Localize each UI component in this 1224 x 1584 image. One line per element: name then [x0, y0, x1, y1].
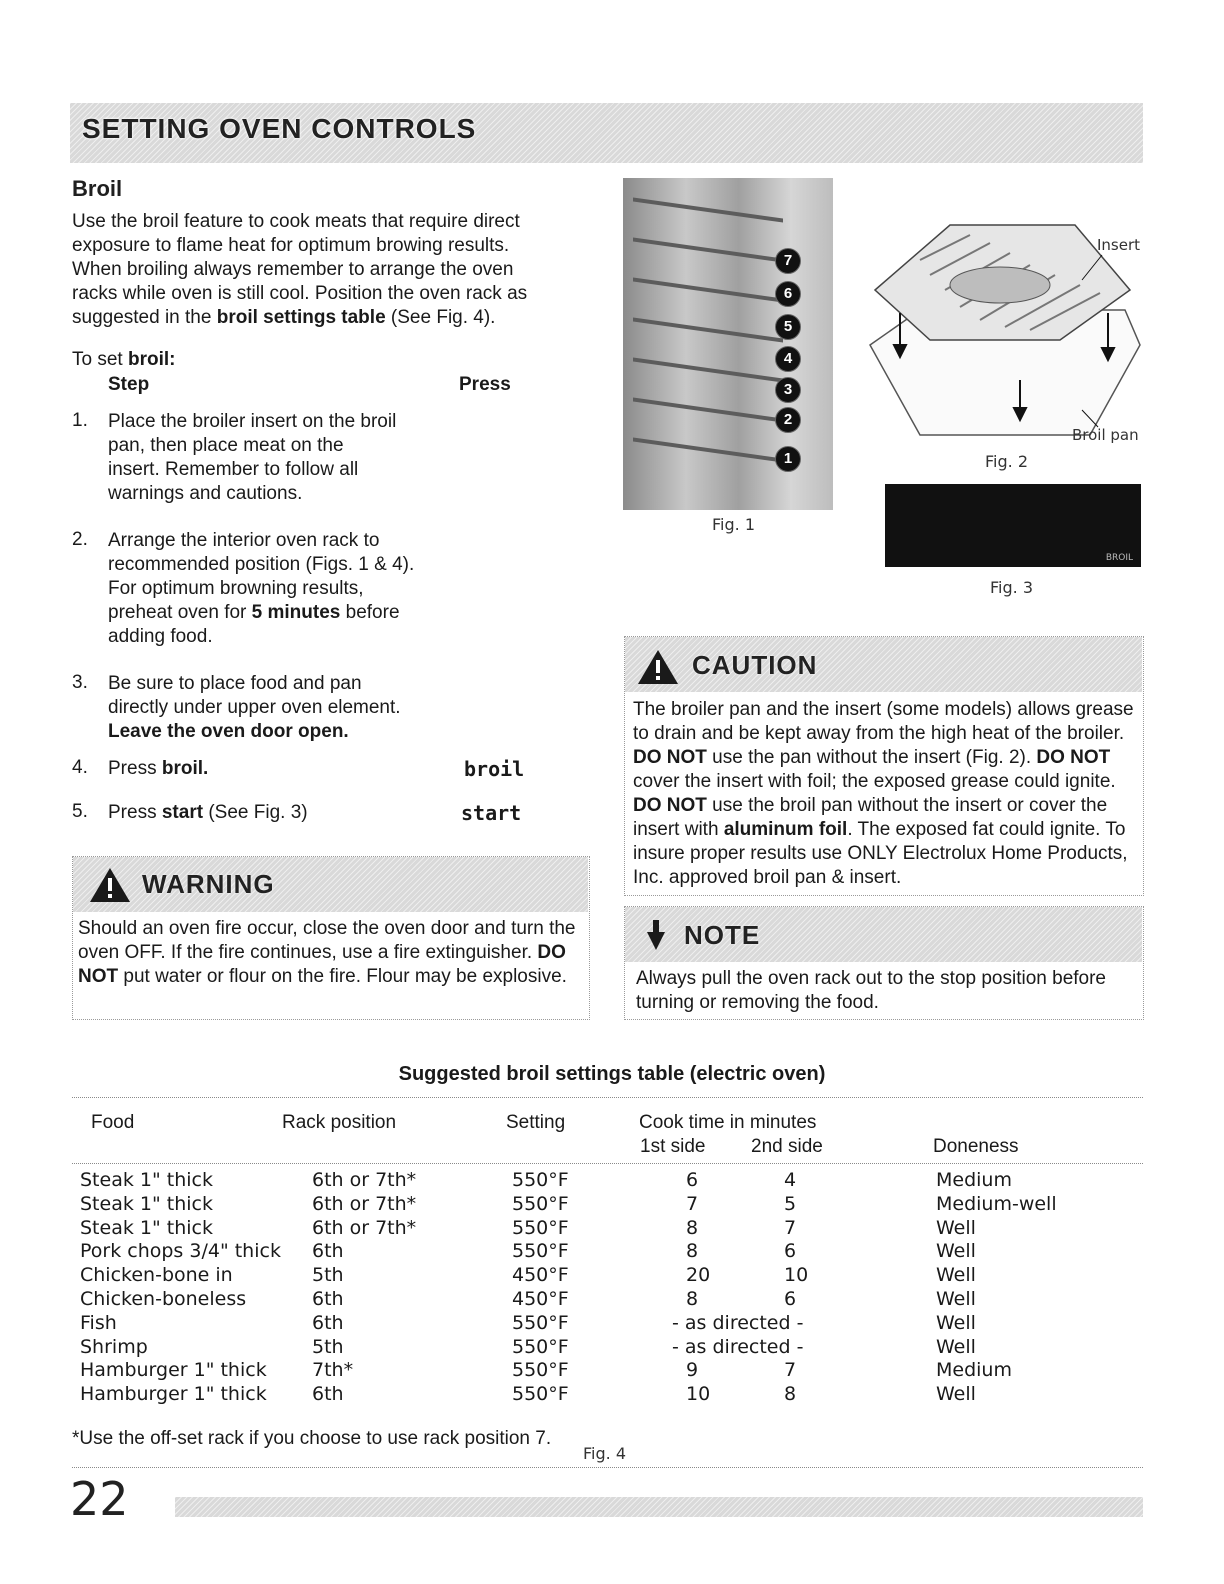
- caution-aluminum-foil: aluminum foil: [723, 819, 848, 840]
- step-text-part: Press: [108, 802, 162, 823]
- cell-doneness: Well: [936, 1264, 976, 1287]
- press-broil-value: broil: [464, 757, 525, 781]
- step-text: [108, 529, 430, 649]
- cell-food: Hamburger 1" thick: [80, 1383, 267, 1406]
- step-text: Place the broiler insert on the broil pan, then place meat on the insert. Remember to follow all warnings and cautions.: [108, 411, 397, 504]
- cell-rack: 6th or 7th*: [312, 1192, 417, 1215]
- note-heading: NOTE: [684, 920, 761, 950]
- warning-icon: [88, 866, 132, 904]
- press-column-header: Press: [459, 374, 511, 395]
- cell-doneness: Medium: [936, 1169, 1012, 1191]
- step-text: [108, 672, 418, 744]
- col-header-1st-side: 1st side: [640, 1136, 706, 1157]
- step-text-part: Press: [108, 758, 162, 779]
- press-start-value: start: [461, 801, 522, 825]
- caution-heading: CAUTION: [692, 650, 818, 680]
- cell-side1: 6: [686, 1169, 699, 1191]
- table-title: Suggested broil settings table (electric oven): [398, 1063, 826, 1085]
- cell-food: Fish: [80, 1311, 117, 1334]
- cell-rack: 6th or 7th*: [312, 1216, 417, 1239]
- footer-bar: [175, 1497, 1143, 1517]
- step-text-part: before adding food.: [108, 602, 400, 647]
- rack-rail: [633, 237, 783, 262]
- step-text-part: Be sure to place food and pan directly under upper oven element.: [108, 673, 401, 718]
- table-row: [0, 1168, 1224, 1192]
- cell-doneness: Well: [936, 1240, 976, 1263]
- rack-rail: [633, 197, 783, 222]
- table-row: [0, 1311, 1224, 1335]
- intro-bold: broil settings table: [216, 307, 386, 328]
- cell-side1: 9: [686, 1359, 699, 1382]
- cell-doneness: Medium: [936, 1359, 1012, 1382]
- warning-text: [78, 917, 583, 989]
- col-header-rack: Rack position: [282, 1112, 397, 1133]
- fig-3-label: Fig. 3: [990, 578, 1033, 597]
- step-number: 3.: [72, 672, 88, 693]
- cell-rack: 5th: [312, 1264, 344, 1287]
- caution-text-part: use the pan without the insert (Fig. 2).: [706, 747, 1037, 768]
- cell-side2: 7: [784, 1216, 797, 1239]
- broil-panel-label: BROIL: [1105, 553, 1133, 563]
- rack-rail: [633, 357, 783, 382]
- table-row: [0, 1192, 1224, 1216]
- caution-icon: [636, 648, 680, 686]
- caution-text: [633, 698, 1136, 890]
- col-header-cook-time: Cook time in minutes: [639, 1112, 817, 1133]
- cell-side1: 7: [686, 1192, 699, 1215]
- cell-side2: 6: [784, 1240, 797, 1263]
- cell-setting: 450°F: [512, 1288, 569, 1310]
- rack-position-5-badge: 5: [775, 314, 801, 340]
- cell-doneness: Well: [936, 1216, 976, 1239]
- table-row: [0, 1239, 1224, 1263]
- fig-1-label: Fig. 1: [712, 515, 755, 534]
- cell-food: Steak 1" thick: [80, 1216, 213, 1239]
- cell-setting: 550°F: [512, 1216, 569, 1239]
- cell-food: Chicken-bone in: [80, 1264, 233, 1287]
- page-title: SETTING OVEN CONTROLS: [82, 113, 477, 144]
- page-number: 22: [70, 1472, 129, 1526]
- caution-text-part: The broiler pan and the insert (some models) allows grease to drain and be kept away from the high heat of the broiler.: [633, 699, 1134, 744]
- step-text-bold: broil.: [161, 758, 209, 779]
- cell-side1: 10: [686, 1383, 711, 1406]
- cell-setting: 550°F: [512, 1383, 569, 1406]
- to-set-broil: [72, 349, 175, 371]
- cell-side2: 7: [784, 1359, 797, 1382]
- cell-setting: 450°F: [512, 1264, 569, 1287]
- cell-rack: 6th: [312, 1288, 344, 1310]
- col-header-setting: Setting: [506, 1112, 566, 1133]
- to-set-prefix: To set: [72, 349, 128, 370]
- warning-text-part: Should an oven fire occur, close the oven door and turn the oven OFF. If the fire continues, use a fire extinguisher.: [78, 918, 576, 963]
- warning-text-part: put water or flour on the fire. Flour may be explosive.: [118, 966, 567, 987]
- table-footnote: *Use the off-set rack if you choose to use rack position 7.: [72, 1428, 552, 1449]
- col-header-2nd-side: 2nd side: [751, 1136, 823, 1157]
- cell-rack: 5th: [312, 1335, 344, 1358]
- caution-text-part: . The exposed fat could ignite. To insure proper results use ONLY Electrolux Home Products, Inc. approved broil pan & insert.: [633, 819, 1128, 888]
- table-body: [0, 1168, 1224, 1408]
- cell-doneness: Well: [936, 1311, 976, 1334]
- cell-side2: 10: [784, 1264, 809, 1287]
- to-set-bold: broil:: [127, 349, 176, 370]
- cell-side1: 8: [686, 1240, 699, 1263]
- step-column-header: Step: [108, 374, 150, 395]
- step-number: 4.: [72, 757, 88, 778]
- step-number: 5.: [72, 801, 88, 822]
- broil-intro: [72, 210, 562, 330]
- cell-rack: 6th: [312, 1311, 344, 1334]
- step-text: [108, 801, 438, 825]
- table-row: [0, 1358, 1224, 1382]
- cell-rack: 6th: [312, 1383, 344, 1406]
- cell-setting: 550°F: [512, 1192, 569, 1215]
- cell-side1: 20: [686, 1264, 711, 1287]
- rack-rail: [633, 437, 783, 462]
- cell-doneness: Well: [936, 1335, 976, 1358]
- broil-pan-label: Broil pan: [1072, 426, 1139, 444]
- cell-side2: 6: [784, 1288, 797, 1310]
- rack-position-4-badge: 4: [775, 346, 801, 372]
- warning-do-not: DO NOT: [78, 942, 566, 987]
- table-row: [0, 1382, 1224, 1406]
- warning-heading: WARNING: [142, 869, 275, 899]
- note-text: Always pull the oven rack out to the stop position before turning or removing the food.: [636, 968, 1106, 1013]
- cell-food: Steak 1" thick: [80, 1169, 213, 1191]
- caution-do-not: DO NOT: [633, 747, 707, 768]
- rack-position-1-badge: 1: [775, 446, 801, 472]
- cell-side1: 8: [686, 1216, 699, 1239]
- fig-4-label: Fig. 4: [583, 1444, 626, 1463]
- rack-position-2-badge: 2: [775, 407, 801, 433]
- step-text: [108, 757, 438, 781]
- cell-doneness: Well: [936, 1288, 976, 1310]
- table-row: [0, 1287, 1224, 1311]
- insert-label: Insert: [1097, 236, 1141, 254]
- cell-setting: 550°F: [512, 1335, 569, 1358]
- broil-control-panel: [885, 484, 1141, 567]
- cell-setting: 550°F: [512, 1311, 569, 1334]
- intro-tail: (See Fig. 4).: [385, 307, 496, 328]
- footer-rule: [72, 1467, 1143, 1468]
- cell-food: Pork chops 3/4" thick: [80, 1240, 281, 1263]
- rack-rail: [633, 317, 783, 342]
- step-text-part: (See Fig. 3): [203, 802, 308, 823]
- rack-rail: [633, 277, 783, 302]
- table-row: [0, 1263, 1224, 1287]
- caution-do-not: DO NOT: [633, 795, 707, 816]
- caution-text-part: use the broil pan without the insert or cover the insert with: [633, 795, 1108, 840]
- caution-do-not: DO NOT: [1036, 747, 1111, 768]
- oven-rack-photo: [623, 178, 833, 510]
- rack-position-3-badge: 3: [775, 377, 801, 403]
- cell-combined: - as directed -: [672, 1311, 804, 1334]
- cell-side2: 5: [784, 1192, 797, 1215]
- cell-side2: 4: [784, 1169, 797, 1191]
- col-header-doneness: Doneness: [933, 1136, 1019, 1157]
- step-number: 2.: [72, 529, 88, 550]
- cell-rack: 6th: [312, 1240, 344, 1263]
- table-row: [0, 1335, 1224, 1359]
- cell-setting: 550°F: [512, 1169, 569, 1191]
- note-icon: [644, 918, 668, 952]
- broil-heading: Broil: [72, 176, 123, 201]
- intro-text: Use the broil feature to cook meats that require direct exposure to flame heat for optimum browing results. When broiling always remember to arrange the oven racks while oven is still cool. Position the oven rack as suggested in the: [72, 211, 528, 328]
- table-row: [0, 1216, 1224, 1240]
- cell-setting: 550°F: [512, 1240, 569, 1263]
- col-header-food: Food: [91, 1112, 135, 1133]
- cell-side2: 8: [784, 1383, 797, 1406]
- cell-doneness: Well: [936, 1383, 976, 1406]
- step-text-bold: 5 minutes: [251, 602, 341, 623]
- cell-rack: 7th*: [312, 1359, 354, 1382]
- cell-combined: - as directed -: [672, 1335, 804, 1358]
- step-text-bold: start: [161, 802, 204, 823]
- step-text-bold: Leave the oven door open.: [108, 721, 349, 742]
- cell-side1: 8: [686, 1288, 699, 1310]
- step-text-part: Arrange the interior oven rack to recommended position (Figs. 1 & 4). For optimum browning results, preheat oven for: [108, 530, 415, 623]
- fig-2-label: Fig. 2: [985, 452, 1028, 471]
- cell-setting: 550°F: [512, 1359, 569, 1382]
- cell-food: Hamburger 1" thick: [80, 1359, 267, 1382]
- cell-rack: 6th or 7th*: [312, 1169, 417, 1191]
- cell-doneness: Medium-well: [936, 1192, 1057, 1215]
- rack-position-7-badge: 7: [775, 248, 801, 274]
- rack-position-6-badge: 6: [775, 281, 801, 307]
- table-header-rule: [72, 1163, 1143, 1164]
- table-top-rule: [72, 1097, 1143, 1098]
- rack-rail: [633, 397, 783, 422]
- cell-food: Shrimp: [80, 1335, 148, 1358]
- cell-food: Steak 1" thick: [80, 1192, 213, 1215]
- step-number: 1.: [72, 410, 88, 431]
- caution-text-part: cover the insert with foil; the exposed grease could ignite.: [633, 771, 1116, 792]
- cell-food: Chicken-boneless: [80, 1288, 247, 1310]
